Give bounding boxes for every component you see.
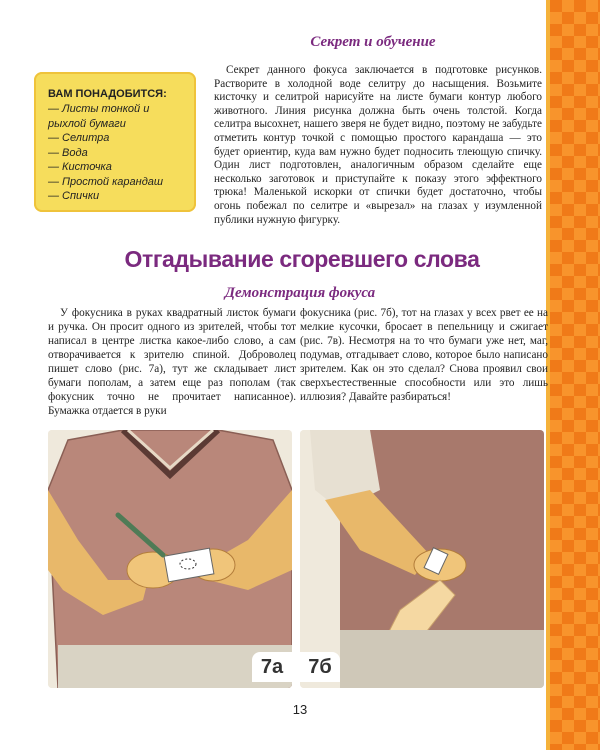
materials-item: — Селитра — [48, 132, 110, 144]
materials-item: — Листы тонкой и рыхлой бумаги — [48, 103, 150, 130]
illustration-7a-drawing — [48, 430, 292, 688]
figure-label-7a: 7а — [252, 652, 292, 682]
demo-text-left: У фокусника в руках квадратный листок бумаги и ручка. Он просит одного из зрителей, чтобы тот написал в центре листка какое-либо слово, а сам отворачивается к зрителю спиной. Доброволец пишет слово (рис. 7а), тут же складывает лист бумаги пополам, а затем еще раз пополам (так фокусник точно не прочитает написанное). Бумажка отдается в руки — [48, 307, 296, 417]
materials-item: — Простой карандаш — [48, 175, 164, 188]
materials-item: — Спички — [48, 190, 100, 202]
figure-label-7b: 7б — [300, 652, 340, 682]
materials-box-title: ВАМ ПОНАДОБИТСЯ: — [48, 88, 167, 100]
materials-item: — Кисточка — [48, 161, 112, 173]
page-number: 13 — [292, 702, 308, 717]
section-title-secret: Секрет и обучение — [310, 34, 436, 50]
main-heading: Отгадывание сгоревшего слова — [124, 246, 480, 272]
materials-list — [48, 102, 186, 204]
illustration-7b-drawing — [300, 430, 544, 688]
materials-box — [34, 72, 196, 212]
illustration-7a — [48, 430, 292, 688]
demo-text-right: фокусника (рис. 7б), тот на глазах у всех рвет ее на мелкие кусочки, бросает в пепельницу и сжигает (рис. 7в). Несмотря на то что бумаги уже нет, маг, подумав, отгадывает слово, которое было написано зрителем. Как он это сделал? Снова проявил свои сверхъестественные способности или это лишь иллюзия? Давайте разбираться! — [300, 307, 548, 403]
secret-paragraph: Секрет данного фокуса заключается в подготовке рисунков. Растворите в холодной воде селитру до насыщения. Возьмите кисточку и селитрой нарисуйте на листе бумаги контур любого животного. Линия рисунка должна быть очень толстой. Когда селитра высохнет, нашего зверя не будет видно, поэтому не забудьте отметить контур точкой с помощью простого карандаша — это будет ориентир, куда вам нужно будет подносить тлеющую спичку. Один лист подготовлен, аналогичным образом сделайте еще несколько заготовок и приступайте к показу этого эффектного трюка! Маленькой искорки от спички будет достаточно, чтобы огонь побежал по селитре и «вырезал» на глазах у изумленной публики нужную фигурку. — [214, 64, 542, 226]
decorative-page-border — [550, 0, 600, 750]
demo-heading: Демонстрация фокуса — [224, 285, 376, 301]
materials-item: — Вода — [48, 146, 88, 159]
illustration-7b — [300, 430, 544, 688]
